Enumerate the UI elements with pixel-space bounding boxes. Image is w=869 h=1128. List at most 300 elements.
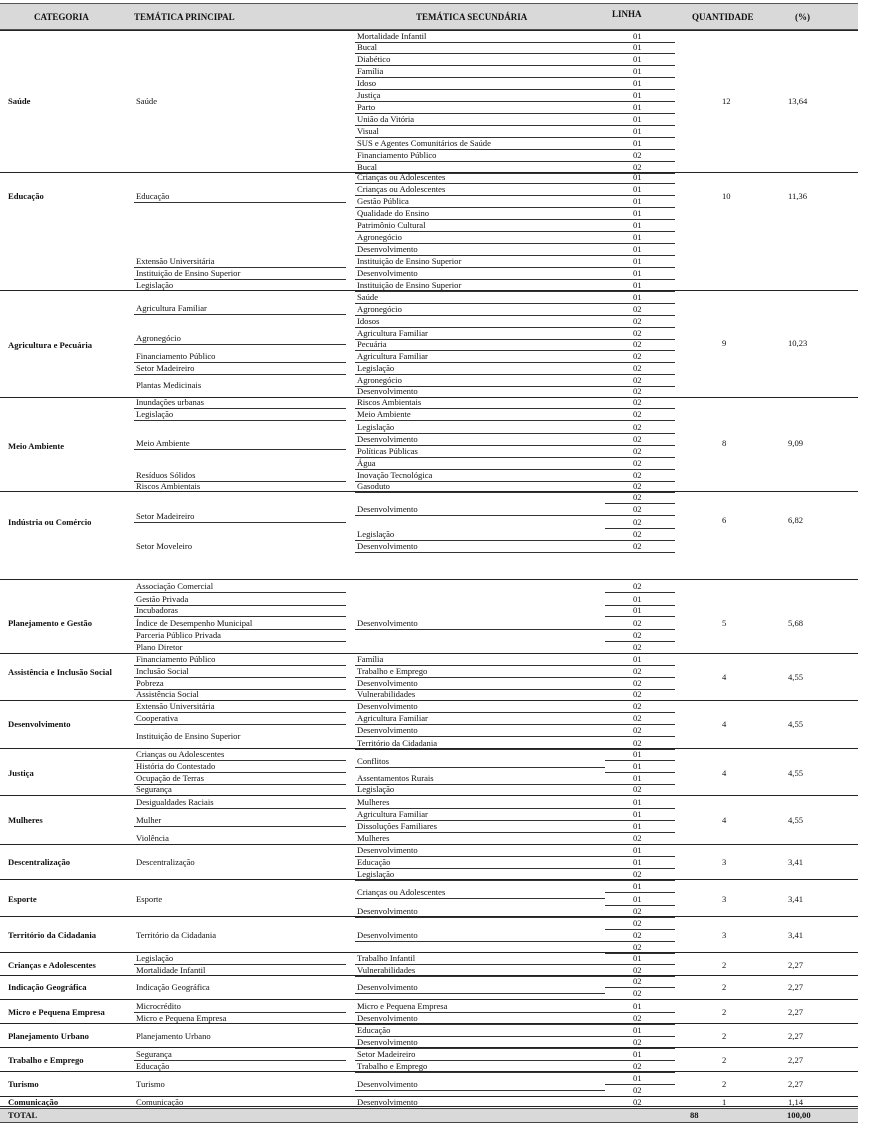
tematica-secundaria-cell: Agricultura Familiar xyxy=(357,328,428,338)
linha-cell: 02 xyxy=(633,541,642,551)
row-divider xyxy=(355,1090,605,1091)
quantidade-cell: 9 xyxy=(722,338,727,348)
linha-cell: 02 xyxy=(633,1097,642,1107)
category-cell: Agricultura e Pecuária xyxy=(8,340,93,350)
tematica-principal-cell: Mortalidade Infantil xyxy=(136,965,206,975)
linha-cell: 01 xyxy=(633,172,642,182)
row-divider xyxy=(134,314,346,315)
category-cell: Justiça xyxy=(8,768,34,778)
tematica-secundaria-cell: Desenvolvimento xyxy=(357,725,418,735)
quantidade-cell: 2 xyxy=(722,1007,727,1017)
tematica-secundaria-cell: Mulheres xyxy=(357,797,390,807)
tematica-secundaria-cell: Justiça xyxy=(357,90,381,100)
row-divider xyxy=(134,808,346,809)
tematica-principal-cell: Segurança xyxy=(136,784,172,794)
tematica-secundaria-cell: Bucal xyxy=(357,162,378,172)
category-cell: Micro e Pequena Empresa xyxy=(8,1007,105,1017)
linha-cell: 02 xyxy=(633,1085,642,1095)
header-tematica-principal: TEMÁTICA PRINCIPAL xyxy=(134,12,235,22)
tematica-principal-cell: Educação xyxy=(136,1061,170,1071)
linha-cell: 01 xyxy=(633,42,642,52)
tematica-principal-cell: História do Contestado xyxy=(136,761,216,771)
linha-cell: 01 xyxy=(633,114,642,124)
tematica-principal-cell: Gestão Privada xyxy=(136,594,189,604)
row-divider xyxy=(0,795,858,796)
linha-cell: 02 xyxy=(633,965,642,975)
percent-cell: 3,41 xyxy=(788,857,804,867)
linha-cell: 01 xyxy=(633,102,642,112)
linha-cell: 01 xyxy=(633,773,642,783)
percent-cell: 4,55 xyxy=(788,768,804,778)
linha-cell: 01 xyxy=(633,256,642,266)
row-divider xyxy=(0,916,858,917)
tematica-principal-cell: Planejamento Urbano xyxy=(136,1031,211,1041)
row-divider xyxy=(355,629,605,630)
tematica-secundaria-cell: Agricultura Familiar xyxy=(357,809,428,819)
row-divider xyxy=(355,339,605,340)
linha-cell: 02 xyxy=(633,725,642,735)
tematica-secundaria-cell: Crianças ou Adolescentes xyxy=(357,172,446,182)
tematica-secundaria-cell: Trabalho e Emprego xyxy=(357,1061,428,1071)
header-tematica-secundaria: TEMÁTICA SECUNDÁRIA xyxy=(416,12,528,22)
row-divider xyxy=(355,42,605,43)
tematica-principal-cell: Agricultura Familiar xyxy=(136,303,207,313)
category-cell: Trabalho e Emprego xyxy=(8,1055,84,1065)
linha-cell: 02 xyxy=(633,833,642,843)
quantidade-cell: 6 xyxy=(722,515,727,525)
linha-cell: 01 xyxy=(633,894,642,904)
tematica-principal-cell: Território da Cidadania xyxy=(136,930,217,940)
row-divider xyxy=(355,492,605,493)
linha-cell: 01 xyxy=(633,232,642,242)
row-divider xyxy=(355,749,605,750)
percent-cell: 13,64 xyxy=(788,96,808,106)
linha-cell: 01 xyxy=(633,594,642,604)
tematica-secundaria-cell: Desenvolvimento xyxy=(357,268,418,278)
tematica-secundaria-cell: Trabalho Infantil xyxy=(357,953,416,963)
percent-cell: 2,27 xyxy=(788,982,804,992)
tematica-secundaria-cell: Patrimônio Cultural xyxy=(357,220,426,230)
tematica-principal-cell: Microcrédito xyxy=(136,1001,181,1011)
tematica-secundaria-cell: Inovação Tecnológica xyxy=(357,470,433,480)
linha-cell: 01 xyxy=(633,66,642,76)
category-cell: Território da Cidadania xyxy=(8,930,97,940)
tematica-secundaria-cell: Conflitos xyxy=(357,756,389,766)
category-cell: Meio Ambiente xyxy=(8,441,65,451)
linha-cell: 01 xyxy=(633,749,642,759)
category-cell: Planejamento e Gestão xyxy=(8,618,93,628)
percent-cell: 4,55 xyxy=(788,815,804,825)
quantidade-cell: 3 xyxy=(722,857,727,867)
linha-cell: 01 xyxy=(633,845,642,855)
quantidade-cell: 5 xyxy=(722,618,727,628)
linha-cell: 02 xyxy=(633,666,642,676)
linha-cell: 02 xyxy=(633,784,642,794)
category-cell: Desenvolvimento xyxy=(8,719,71,729)
tematica-principal-cell: Inundações urbanas xyxy=(136,397,205,407)
tematica-secundaria-cell: Desenvolvimento xyxy=(357,618,418,628)
category-cell: Indústria ou Comércio xyxy=(8,517,92,527)
tematica-principal-cell: Parceria Público Privada xyxy=(136,630,221,640)
tematica-secundaria-cell: Desenvolvimento xyxy=(357,1079,418,1089)
tematica-secundaria-cell: Território da Cidadania xyxy=(357,738,438,748)
header-categoria: CATEGORIA xyxy=(34,12,89,22)
row-divider xyxy=(355,315,605,316)
quantidade-cell: 2 xyxy=(722,982,727,992)
row-divider xyxy=(0,653,858,654)
tematica-principal-cell: Indicação Geográfica xyxy=(136,982,210,992)
tematica-principal-cell: Violência xyxy=(136,833,169,843)
row-divider xyxy=(355,1024,605,1025)
row-divider xyxy=(0,952,858,953)
tematica-secundaria-cell: Desenvolvimento xyxy=(357,1097,418,1107)
linha-cell: 01 xyxy=(633,292,642,302)
row-divider xyxy=(605,616,675,617)
row-divider xyxy=(0,700,858,701)
row-divider xyxy=(0,1106,858,1107)
linha-cell: 01 xyxy=(633,138,642,148)
tematica-secundaria-cell: Legislação xyxy=(357,869,395,879)
quantidade-cell: 3 xyxy=(722,894,727,904)
tematica-secundaria-cell: Vulnerabilidades xyxy=(357,689,416,699)
quantidade-cell: 2 xyxy=(722,960,727,970)
tematica-secundaria-cell: Desenvolvimento xyxy=(357,386,418,396)
row-divider xyxy=(355,125,605,126)
category-cell: Mulheres xyxy=(8,815,43,825)
linha-cell: 01 xyxy=(633,857,642,867)
quantidade-cell: 2 xyxy=(722,1055,727,1065)
tematica-principal-cell: Setor Madeireiro xyxy=(136,363,195,373)
linha-cell: 01 xyxy=(633,244,642,254)
tematica-secundaria-cell: Água xyxy=(357,458,376,468)
percent-cell: 11,36 xyxy=(788,191,808,201)
tematica-secundaria-cell: Desenvolvimento xyxy=(357,1037,418,1047)
linha-cell: 02 xyxy=(633,434,642,444)
tematica-secundaria-cell: Agricultura Familiar xyxy=(357,351,428,361)
percent-cell: 4,55 xyxy=(788,719,804,729)
linha-cell: 02 xyxy=(633,150,642,160)
row-divider xyxy=(134,724,346,725)
category-cell: Planejamento Urbano xyxy=(8,1031,89,1041)
linha-cell: 01 xyxy=(633,797,642,807)
tematica-secundaria-cell: Riscos Ambientais xyxy=(357,397,422,407)
linha-cell: 01 xyxy=(633,1001,642,1011)
linha-cell: 02 xyxy=(633,397,642,407)
row-divider xyxy=(605,892,675,893)
category-cell: Comunicação xyxy=(8,1097,59,1107)
category-cell: Descentralização xyxy=(8,857,71,867)
row-divider xyxy=(134,202,346,203)
row-divider xyxy=(355,976,605,977)
tematica-secundaria-cell: Visual xyxy=(357,126,379,136)
percent-cell: 2,27 xyxy=(788,960,804,970)
row-divider xyxy=(355,767,605,768)
tematica-secundaria-cell: Desenvolvimento xyxy=(357,541,418,551)
tematica-principal-cell: Comunicação xyxy=(136,1097,184,1107)
tematica-secundaria-cell: Agronegócio xyxy=(357,232,402,242)
tematica-secundaria-cell: Diabético xyxy=(357,54,391,64)
row-divider xyxy=(134,344,346,345)
linha-cell: 01 xyxy=(633,1049,642,1059)
tematica-secundaria-cell: Vulnerabilidades xyxy=(357,965,416,975)
row-divider xyxy=(0,748,858,749)
row-divider xyxy=(355,1072,605,1073)
tematica-secundaria-cell: Desenvolvimento xyxy=(357,982,418,992)
linha-cell: 02 xyxy=(633,304,642,314)
linha-cell: 02 xyxy=(633,504,642,514)
linha-cell: 02 xyxy=(633,618,642,628)
row-divider xyxy=(355,880,605,881)
tematica-principal-cell: Resíduos Sólidos xyxy=(136,470,196,480)
quantidade-cell: 1 xyxy=(722,1097,727,1107)
row-divider xyxy=(605,736,675,737)
total-label: TOTAL xyxy=(8,1110,38,1120)
row-divider xyxy=(605,552,675,553)
tematica-secundaria-cell: Mortalidade Infantil xyxy=(357,31,427,41)
percent-cell: 4,55 xyxy=(788,672,804,682)
tematica-secundaria-cell: Agricultura Familiar xyxy=(357,713,428,723)
row-divider xyxy=(355,77,605,78)
tematica-secundaria-cell: Legislação xyxy=(357,529,395,539)
linha-cell: 02 xyxy=(633,517,642,527)
quantidade-cell: 12 xyxy=(722,96,731,106)
category-cell: Indicação Geográfica xyxy=(8,982,87,992)
tematica-secundaria-cell: Micro e Pequena Empresa xyxy=(357,1001,448,1011)
quantidade-cell: 2 xyxy=(722,1079,727,1089)
tematica-secundaria-cell: Desenvolvimento xyxy=(357,906,418,916)
linha-cell: 02 xyxy=(633,162,642,172)
linha-cell: 01 xyxy=(633,1073,642,1083)
tematica-principal-cell: Agronegócio xyxy=(136,333,181,343)
tematica-principal-cell: Financiamento Público xyxy=(136,654,216,664)
tematica-principal-cell: Pobreza xyxy=(136,678,164,688)
tematica-secundaria-cell: Saúde xyxy=(357,292,379,302)
row-divider xyxy=(355,420,605,421)
percent-cell: 3,41 xyxy=(788,930,804,940)
row-divider xyxy=(355,832,605,833)
linha-cell: 01 xyxy=(633,280,642,290)
linha-cell: 01 xyxy=(633,654,642,664)
tematica-secundaria-cell: Legislação xyxy=(357,363,395,373)
tematica-principal-cell: Instituição de Ensino Superior xyxy=(136,268,241,278)
row-divider xyxy=(0,491,858,492)
linha-cell: 02 xyxy=(633,375,642,385)
tematica-secundaria-cell: Idosos xyxy=(357,316,380,326)
linha-cell: 02 xyxy=(633,918,642,928)
row-divider xyxy=(605,592,675,593)
tematica-secundaria-cell: Legislação xyxy=(357,422,395,432)
tematica-principal-cell: Plano Diretor xyxy=(136,642,183,652)
tematica-principal-cell: Legislação xyxy=(136,953,174,963)
tematica-principal-cell: Assistência Social xyxy=(136,689,199,699)
linha-cell: 02 xyxy=(633,942,642,952)
quantidade-cell: 4 xyxy=(722,815,727,825)
row-divider xyxy=(605,515,675,516)
linha-cell: 01 xyxy=(633,821,642,831)
tematica-principal-cell: Esporte xyxy=(136,894,163,904)
tematica-principal-cell: Saúde xyxy=(136,96,158,106)
row-divider xyxy=(0,290,858,291)
linha-cell: 01 xyxy=(633,208,642,218)
tematica-principal-cell: Extensão Universitária xyxy=(136,256,215,266)
linha-cell: 01 xyxy=(633,605,642,615)
tematica-principal-cell: Mulher xyxy=(136,815,162,825)
quantidade-cell: 8 xyxy=(722,438,727,448)
linha-cell: 01 xyxy=(633,196,642,206)
percent-cell: 3,41 xyxy=(788,894,804,904)
linha-cell: 01 xyxy=(633,761,642,771)
row-divider xyxy=(0,844,858,845)
quantidade-cell: 4 xyxy=(722,768,727,778)
tematica-secundaria-cell: Legislação xyxy=(357,784,395,794)
row-divider xyxy=(134,522,346,523)
row-divider xyxy=(0,397,858,398)
linha-cell: 01 xyxy=(633,90,642,100)
tematica-principal-cell: Setor Madeireiro xyxy=(136,511,195,521)
row-divider xyxy=(355,941,605,942)
tematica-secundaria-cell: Qualidade do Ensino xyxy=(357,208,430,218)
row-divider xyxy=(355,53,605,54)
tematica-principal-cell: Associação Comercial xyxy=(136,581,214,591)
row-divider xyxy=(134,616,346,617)
tematica-principal-cell: Educação xyxy=(136,191,170,201)
tematica-principal-cell: Inclusão Social xyxy=(136,666,189,676)
row-divider xyxy=(0,1047,858,1048)
row-divider xyxy=(355,917,605,918)
linha-cell: 02 xyxy=(633,642,642,652)
row-divider xyxy=(355,481,605,482)
row-divider xyxy=(0,1071,858,1072)
tematica-secundaria-cell: Educação xyxy=(357,1025,391,1035)
tematica-principal-cell: Riscos Ambientais xyxy=(136,481,201,491)
linha-cell: 02 xyxy=(633,1013,642,1023)
linha-cell: 02 xyxy=(633,738,642,748)
tematica-secundaria-cell: Educação xyxy=(357,857,391,867)
linha-cell: 01 xyxy=(633,881,642,891)
linha-cell: 02 xyxy=(633,930,642,940)
tematica-secundaria-cell: Desenvolvimento xyxy=(357,1013,418,1023)
row-divider xyxy=(0,579,858,580)
tematica-principal-cell: Ocupação de Terras xyxy=(136,773,204,783)
row-divider xyxy=(355,161,605,162)
row-divider xyxy=(355,291,605,292)
linha-cell: 01 xyxy=(633,126,642,136)
header-linha: LINHA xyxy=(612,9,642,19)
tematica-secundaria-cell: Gestão Pública xyxy=(357,196,409,206)
tematica-secundaria-cell: Gasoduto xyxy=(357,481,390,491)
linha-cell: 02 xyxy=(633,988,642,998)
tematica-secundaria-cell: SUS e Agentes Comunitários de Saúde xyxy=(357,138,491,148)
tematica-principal-cell: Crianças ou Adolescentes xyxy=(136,749,225,759)
linha-cell: 01 xyxy=(633,184,642,194)
tematica-secundaria-cell: Políticas Públicas xyxy=(357,446,418,456)
linha-cell: 01 xyxy=(633,220,642,230)
linha-cell: 01 xyxy=(633,953,642,963)
row-divider xyxy=(0,879,858,880)
quantidade-cell: 3 xyxy=(722,930,727,940)
category-cell: Esporte xyxy=(8,894,37,904)
row-divider xyxy=(0,1096,858,1097)
percent-cell: 5,68 xyxy=(788,618,804,628)
tematica-secundaria-cell: Agronegócio xyxy=(357,304,402,314)
linha-cell: 02 xyxy=(633,869,642,879)
tematica-secundaria-cell: Trabalho e Emprego xyxy=(357,666,428,676)
tematica-principal-cell: Incubadoras xyxy=(136,605,178,615)
row-divider xyxy=(134,374,346,375)
tematica-secundaria-cell: Parto xyxy=(357,102,376,112)
linha-cell: 02 xyxy=(633,363,642,373)
linha-cell: 02 xyxy=(633,470,642,480)
percent-cell: 2,27 xyxy=(788,1055,804,1065)
row-divider xyxy=(355,898,605,899)
tematica-principal-cell: Plantas Medicinais xyxy=(136,380,202,390)
tematica-principal-cell: Índice de Desempenho Municipal xyxy=(136,618,253,628)
tematica-secundaria-cell: Assentamentos Rurais xyxy=(357,773,434,783)
tematica-principal-cell: Desigualdades Raciais xyxy=(136,797,214,807)
tematica-principal-cell: Segurança xyxy=(136,1049,172,1059)
category-cell: Assistência e Inclusão Social xyxy=(8,667,112,677)
tematica-secundaria-cell: Mulheres xyxy=(357,833,390,843)
tematica-principal-cell: Meio Ambiente xyxy=(136,438,190,448)
linha-cell: 02 xyxy=(633,409,642,419)
tematica-secundaria-cell: Setor Madeireiro xyxy=(357,1049,416,1059)
category-cell: Saúde xyxy=(8,96,31,106)
tematica-principal-cell: Legislação xyxy=(136,280,174,290)
linha-cell: 02 xyxy=(633,581,642,591)
linha-cell: 02 xyxy=(633,316,642,326)
tematica-secundaria-cell: Idoso xyxy=(357,78,377,88)
tematica-secundaria-cell: Meio Ambiente xyxy=(357,409,411,419)
row-divider xyxy=(0,975,858,976)
tematica-secundaria-cell: Desenvolvimento xyxy=(357,244,418,254)
linha-cell: 02 xyxy=(633,976,642,986)
tematica-principal-cell: Turismo xyxy=(136,1079,165,1089)
tematica-principal-cell: Cooperativa xyxy=(136,713,178,723)
tematica-principal-cell: Financiamento Público xyxy=(136,351,216,361)
linha-cell: 02 xyxy=(633,386,642,396)
tematica-secundaria-cell: Família xyxy=(357,66,384,76)
row-divider xyxy=(355,457,605,458)
linha-cell: 02 xyxy=(633,481,642,491)
tematica-principal-cell: Extensão Universitária xyxy=(136,701,215,711)
linha-cell: 02 xyxy=(633,529,642,539)
linha-cell: 02 xyxy=(633,458,642,468)
percent-cell: 2,27 xyxy=(788,1007,804,1017)
row-divider xyxy=(355,552,605,553)
linha-cell: 01 xyxy=(633,31,642,41)
quantidade-cell: 10 xyxy=(722,191,731,201)
linha-cell: 01 xyxy=(633,78,642,88)
tematica-principal-cell: Setor Moveleiro xyxy=(136,541,193,551)
linha-cell: 02 xyxy=(633,701,642,711)
row-divider xyxy=(0,30,858,31)
row-divider xyxy=(355,993,605,994)
tematica-principal-cell: Descentralização xyxy=(136,857,195,867)
linha-cell: 02 xyxy=(633,328,642,338)
total-percent: 100,00 xyxy=(787,1110,811,1120)
tematica-secundaria-cell: Instituição de Ensino Superior xyxy=(357,256,462,266)
row-divider xyxy=(134,420,346,421)
tematica-secundaria-cell: Desenvolvimento xyxy=(357,678,418,688)
tematica-secundaria-cell: Desenvolvimento xyxy=(357,434,418,444)
tematica-principal-cell: Legislação xyxy=(136,409,174,419)
row-divider xyxy=(355,65,605,66)
tematica-secundaria-cell: Desenvolvimento xyxy=(357,845,418,855)
row-divider xyxy=(355,89,605,90)
linha-cell: 02 xyxy=(633,492,642,502)
linha-cell: 02 xyxy=(633,1061,642,1071)
percent-cell: 6,82 xyxy=(788,515,804,525)
